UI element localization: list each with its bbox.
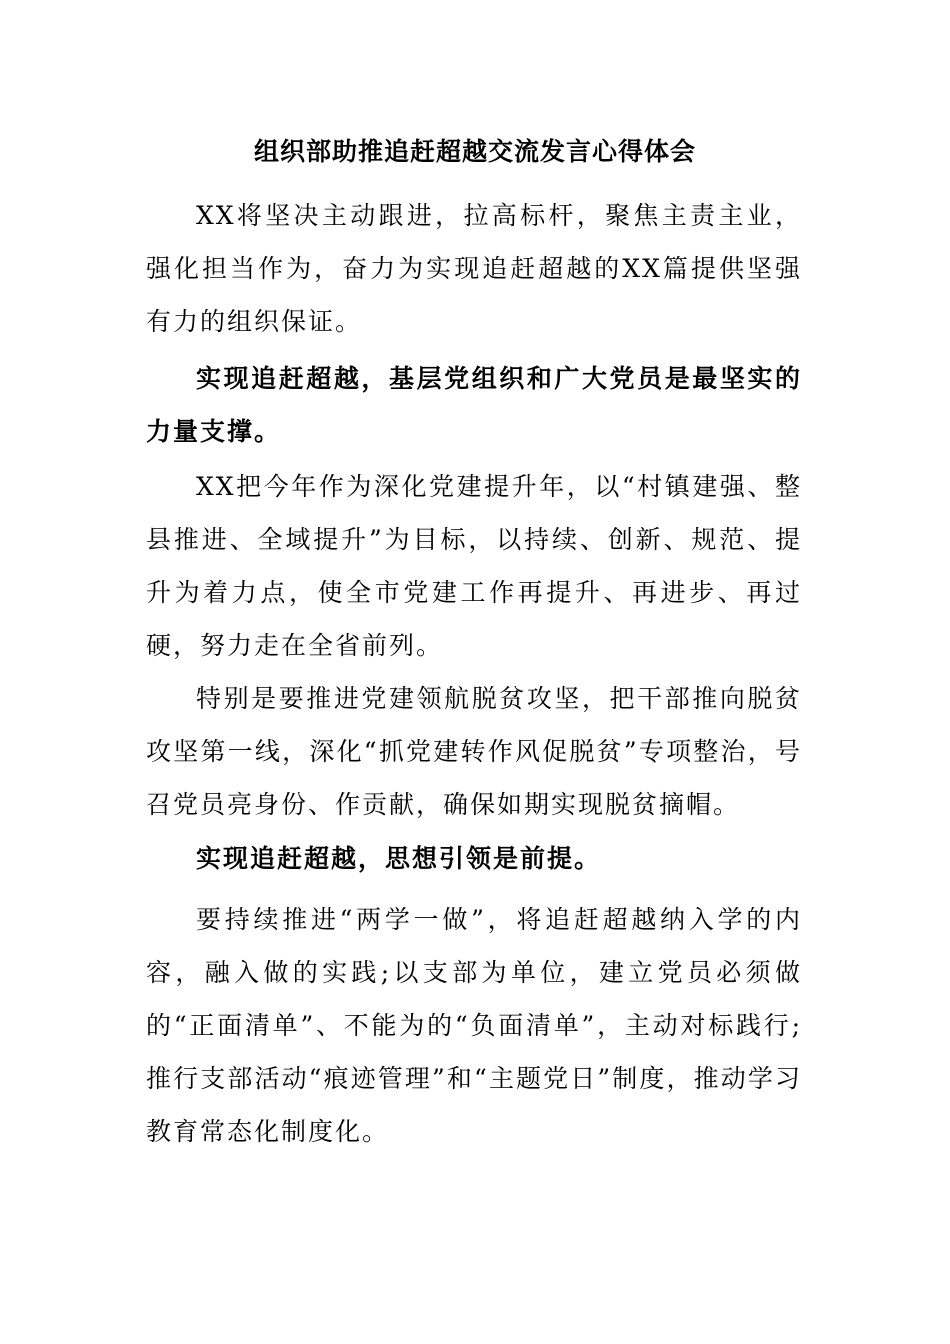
- section-heading-ideology: 实现追赶超越，思想引领是前提。: [196, 844, 602, 873]
- paragraph-study-practice: 要持续推进“两学一做”，将追赶超越纳入学的内容，融入做的实践;以支部为单位，建立党员必须做的“正面清单”、不能为的“负面清单”，主动对标践行;推行支部活动“痕迹管理”和“主题党日”制度，推动学习教育常态化制度化。: [146, 905, 802, 1146]
- paragraph-party-building: XX把今年作为深化党建提升年，以“村镇建强、整县推进、全域提升”为目标，以持续、创新、规范、提升为着力点，使全市党建工作再提升、再进步、再过硬，努力走在全省前列。: [146, 472, 802, 660]
- paragraph-intro: XX将坚决主动跟进，拉高标杆，聚焦主责主业，强化担当作为，奋力为实现追赶超越的XX篇提供坚强有力的组织保证。: [146, 201, 802, 336]
- document-title: 组织部助推追赶超越交流发言心得体会: [253, 137, 696, 166]
- paragraph-poverty-alleviation: 特别是要推进党建领航脱贫攻坚，把干部推向脱贫攻坚第一线，深化“抓党建转作风促脱贫”专项整治，号召党员亮身份、作贡献，确保如期实现脱贫摘帽。: [146, 684, 802, 819]
- section-heading-grassroots: 实现追赶超越，基层党组织和广大党员是最坚实的力量支撑。: [146, 364, 802, 446]
